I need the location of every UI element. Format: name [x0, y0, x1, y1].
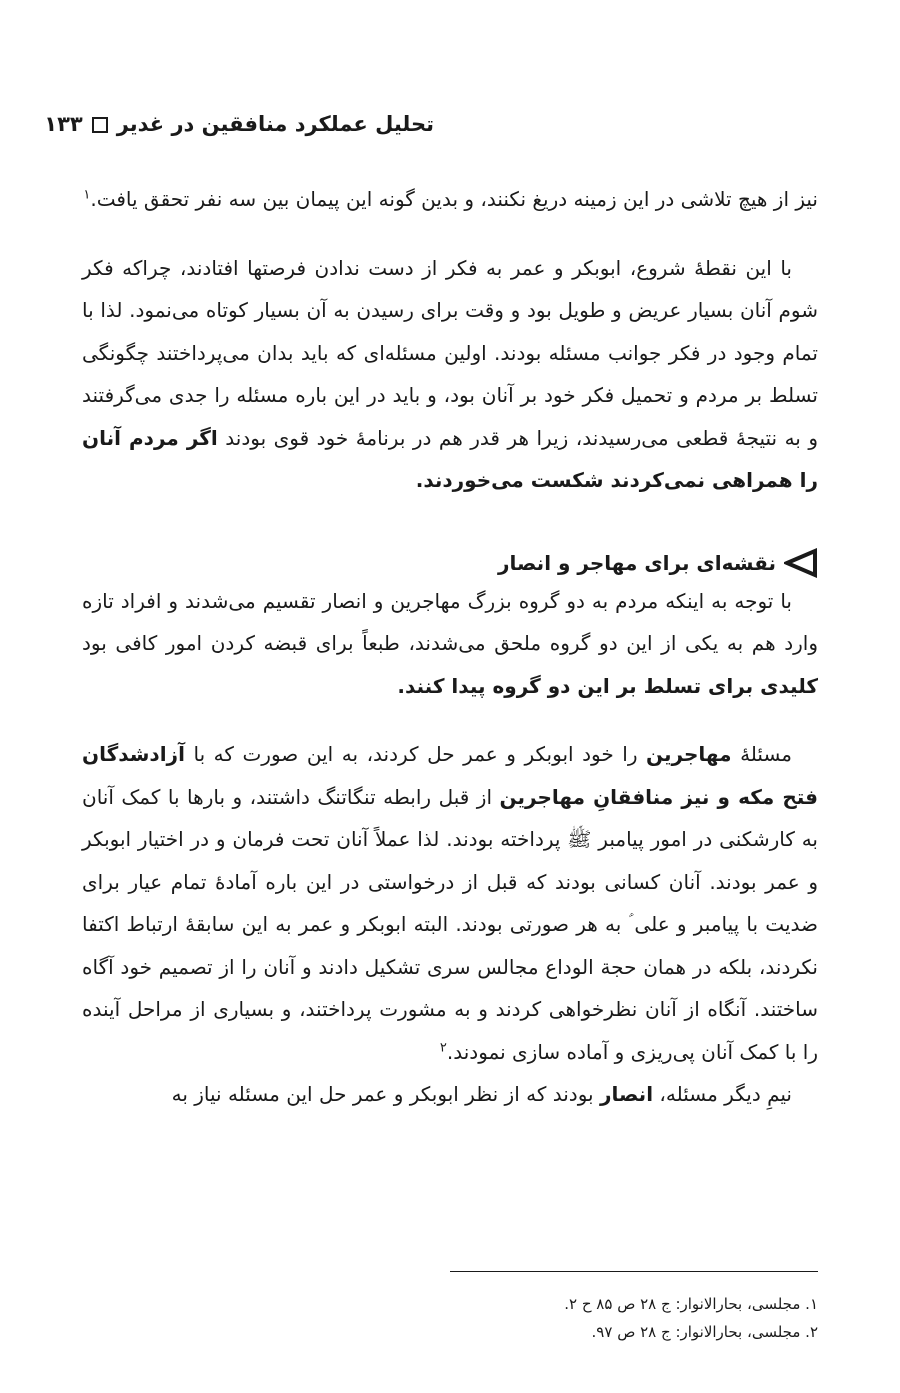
paragraph-5-emphasis: انصار: [599, 1082, 654, 1106]
paragraph-1-text: نیز از هیچ تلاشی در این زمینه دریغ نکنند، و بدین گونه این پیمان بین سه نفر تحقق یافت.: [90, 187, 818, 211]
footnote-ref-1: ۱: [83, 187, 91, 203]
paragraph-1: [82, 178, 818, 221]
paragraph-3-emphasis: کلیدی برای تسلط بر این دو گروه پیدا کنند.: [397, 673, 818, 698]
footnote-2: ۲. مجلسی، بحارالانوار: ج ۲۸ ص ۹۷.: [591, 1323, 818, 1341]
footnote-divider: [450, 1271, 818, 1272]
paragraph-5-text-a: نیمِ دیگر مسئله،: [653, 1082, 792, 1106]
header-title: تحلیل عملکرد منافقین در غدیر: [116, 112, 434, 136]
paragraph-3-text: با توجه به اینکه مردم به دو گروه بزرگ مهاجرین و انصار تقسیم می‌شدند و افراد تازه وارد هم به یکی از این دو گروه ملحق می‌شدند، طبعاً برای قبضه کردن امور کافی بود: [82, 588, 818, 655]
body-text: [82, 178, 818, 1116]
paragraph-4-text-b: را خود ابوبکر و عمر حل کردند، به این صورت که با: [184, 742, 647, 766]
paragraph-4-emphasis-b: آزادشدگان فتح مکه و نیز منافقانِ مهاجرین: [82, 742, 819, 809]
paragraph-4-text-c: از قبل رابطه تنگاتنگ داشتند، و بارها با کمک آنان به کارشکنی در امور پیامبر ﷺ پرداخته بودند. لذا عملاً آنان تحت فرمان و در اختیار ابوبکر و عمر بودند. آنان کسانی بودند که قبل از درخواستی در این باره آمادهٔ تمام عیار برای ضدیت با پیامبر و علی ؑ به هر صورتی بودند. البته ابوبکر و عمر به این سابقهٔ ارتباط اکتفا نکردند، بلکه در همان حجة الوداع مجالس سری تشکیل دادند و آنان را از تصمیم خود آگاه ساختند. آنگاه از آنان نظرخواهی کردند و به مشورت پرداختند، و بسیاری از مراحل آینده را با کمک آنان پی‌ریزی و آماده سازی نمودند.: [82, 784, 818, 1064]
footnotes: [450, 1290, 818, 1346]
paragraph-5-text-b: بودند که از نظر ابوبکر و عمر حل این مسئله نیاز به: [171, 1082, 600, 1106]
running-header: [44, 112, 434, 136]
page-number: ۱۳۳: [44, 112, 83, 136]
section-heading: [82, 546, 818, 580]
paragraph-5: [82, 1073, 818, 1116]
paragraph-2-emphasis: اگر مردم آنان را همراهی نمی‌کردند شکست می‌خوردند.: [82, 425, 818, 492]
section-heading-text: نقشه‌ای برای مهاجر و انصار: [497, 550, 776, 575]
footnote-1: ۱. مجلسی، بحارالانوار: ج ۲۸ ص ۸۵ ح ۲.: [564, 1295, 818, 1313]
triangle-bullet-icon: [784, 548, 818, 578]
footnote-ref-2: ۲: [439, 1039, 447, 1055]
paragraph-3: [82, 580, 818, 708]
paragraph-2: [82, 247, 818, 502]
paragraph-4: [82, 733, 818, 1073]
paragraph-2-text: با این نقطهٔ شروع، ابوبکر و عمر به فکر از دست ندادن فرصتها افتادند، چراکه فکر شوم آنان بسیار عریض و طویل بود و وقت برای رسیدن به آن بسیار کوتاه می‌نمود. لذا با تمام وجود در فکر جوانب مسئله بودند. اولین مسئله‌ای که باید بدان می‌پرداختند چگونگی تسلط بر مردم و تحمیل فکر خود بر آنان بود، و باید در این باره مسئله را جدی می‌گرفتند و به نتیجهٔ قطعی می‌رسیدند، زیرا هر قدر هم در برنامهٔ خود قوی بودند: [82, 255, 819, 450]
paragraph-4-emphasis-a: مهاجرین: [646, 742, 732, 766]
paragraph-4-text-a: مسئلهٔ: [731, 742, 793, 766]
square-ornament-icon: [92, 117, 108, 133]
